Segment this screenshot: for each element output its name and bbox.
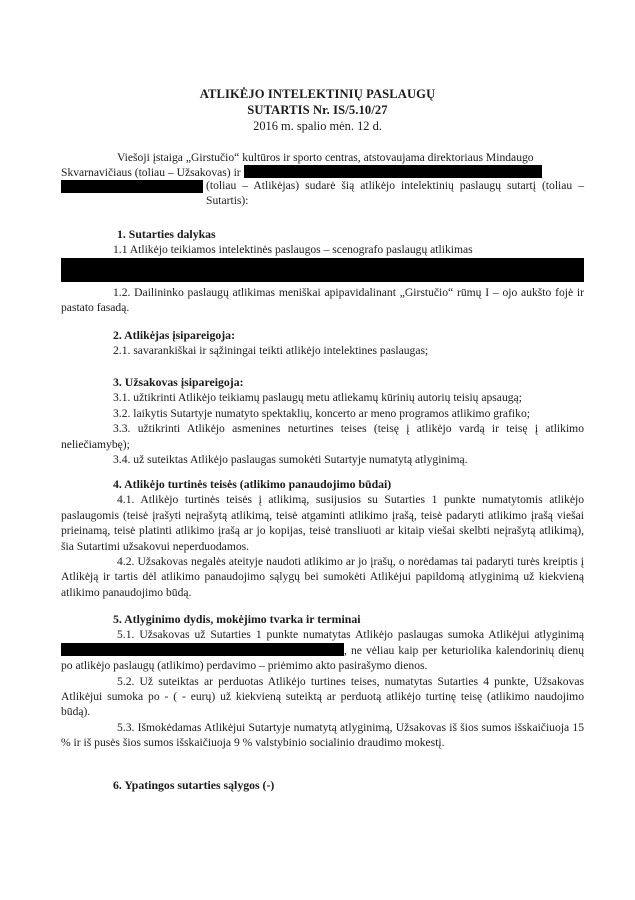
redaction-bar: [61, 258, 584, 282]
section-2: [61, 328, 584, 359]
redaction-bar: [61, 643, 344, 656]
redaction-bar: [61, 180, 203, 193]
section-6-heading: 6. Ypatingos sutarties sąlygos (-): [113, 778, 275, 792]
contract-date: 2016 m. spalio mėn. 12 d.: [253, 119, 382, 133]
intro-paragraph: [61, 150, 584, 181]
clause-4-2: 4.2. Užsakovas negalės ateityje naudoti atlikimo ar jo įrašų, o norėdamas tai padaryti turės kreiptis į Atlikėją ir tartis dėl atlikimo panaudojimo sąlygų bei sumokėti Atlikėjui papildomą atlyginimą už kiekvieną atlikimo panaudojimo būdą.: [61, 555, 584, 599]
section-5: [61, 612, 584, 751]
clause-2-1: 2.1. savarankiškai ir sąžiningai teikti atlikėjo intelektines paslaugas;: [113, 344, 429, 358]
clause-3-3: 3.3. užtikrinti Atlikėjo asmenines neturtines teises (teisę į atlikėjo vardą ir teisę į atlikimo neliečiamybę);: [61, 422, 584, 451]
section-2-heading: 2. Atlikėjas įsipareigoja:: [113, 328, 236, 342]
clause-3-4: 3.4. už suteiktas Atlikėjo paslaugas sumokėti Sutartyje numatytą atlyginimą.: [113, 453, 468, 467]
clause-5-1-text-a: 5.1. Užsakovas už Sutarties 1 punkte numatytas Atlikėjo paslaugas sumoka Atlikėjui atlyginimą: [117, 628, 584, 642]
intro-text-b: (toliau – Atlikėjas) sudarė šią atlikėjo intelektinių paslaugų sutartį (toliau – Sutartis):: [206, 179, 584, 208]
clause-5-2: 5.2. Už suteiktas ar perduotas Atlikėjo turtines teises, numatytas Sutarties 4 punkte, Užsakovas Atlikėjui sumoka po - ( - eurų) už kiekvieną suteiktą ar perduotą atlikėjo turtinę teisę (atlikimo naudojimo būdą).: [61, 674, 584, 719]
intro-section: [61, 150, 584, 181]
section-3-heading: 3. Užsakovas įsipareigoja:: [113, 375, 244, 389]
clause-5-1: [61, 627, 584, 673]
section-5-heading: 5. Atlyginimo dydis, mokėjimo tvarka ir terminai: [113, 612, 361, 626]
clause-1-1: 1.1 Atlikėjo teikiamos intelektinės paslaugos – scenografo paslaugų atlikimas: [113, 243, 473, 257]
intro-text-a: Viešoji įstaiga „Girstučio“ kultūros ir sporto centras, atstovaujama direktoriaus Mindaugo Skvarnavičiaus (toliau – Užsakovas) ir: [61, 151, 534, 180]
document-title: ATLIKĖJO INTELEKTINIŲ PASLAUGŲ: [199, 87, 436, 101]
clause-3-2: 3.2. laikytis Sutartyje numatyto spektaklių, koncerto ar meno programos atlikimo grafiko;: [113, 406, 530, 420]
section-1-heading: 1. Sutarties dalykas: [117, 227, 216, 241]
redaction-bar: [244, 165, 542, 178]
clause-5-3: 5.3. Išmokėdamas Atlikėjui Sutartyje numatytą atlyginimą, Užsakovas iš šios sumos išskaičiuoja 15 % ir iš pusės šios sumos išskaičiuoja 9 % valstybinio socialinio draudimo mokestį.: [61, 720, 584, 750]
contract-number: SUTARTIS Nr. IS/5.10/27: [247, 103, 388, 117]
clause-4-1: 4.1. Atlikėjo turtinės teisės į atlikimą, susijusios su Sutarties 1 punkte numatytomis atlikėjo paslaugomis (teisė įrašyti neįrašytą atlikimą, teisė atgaminti atlikimo įrašą, teisė padaryti atlikimo įrašą viešai prieinamą, teisė platinti atlikimo įrašą ar jo kopijas, teisė transliuoti ar kitaip viešai skelbti neįrašytą atlikimą), šia Sutartimi užsakovui neperduodamos.: [61, 493, 584, 553]
section-1-cont: [61, 285, 584, 316]
section-6: [61, 778, 584, 793]
clause-1-2: 1.2. Dailininko paslaugų atlikimas meniškai apipavidalinant „Girstučio“ rūmų I – ojo aukšto fojė ir pastato fasadą.: [61, 286, 584, 315]
document-header: [0, 86, 635, 134]
section-1: [61, 227, 584, 258]
clause-3-1: 3.1. užtikrinti Atlikėjo teikiamų paslaugų metu atliekamų kūrinių autorių teisių apsaugą;: [113, 391, 522, 405]
section-3: [61, 375, 584, 467]
intro-section-cont: [206, 178, 584, 209]
section-4-heading: 4. Atlikėjo turtinės teisės (atlikimo panaudojimo būdai): [113, 477, 392, 491]
clause-5-1-text-b: , ne vėliau kaip per keturiolika kalendorinių dienų po atlikėjo paslaugų (atlikimo) perdavimo – priėmimo akto pasirašymo dienos.: [61, 643, 584, 673]
section-4: [61, 477, 584, 600]
